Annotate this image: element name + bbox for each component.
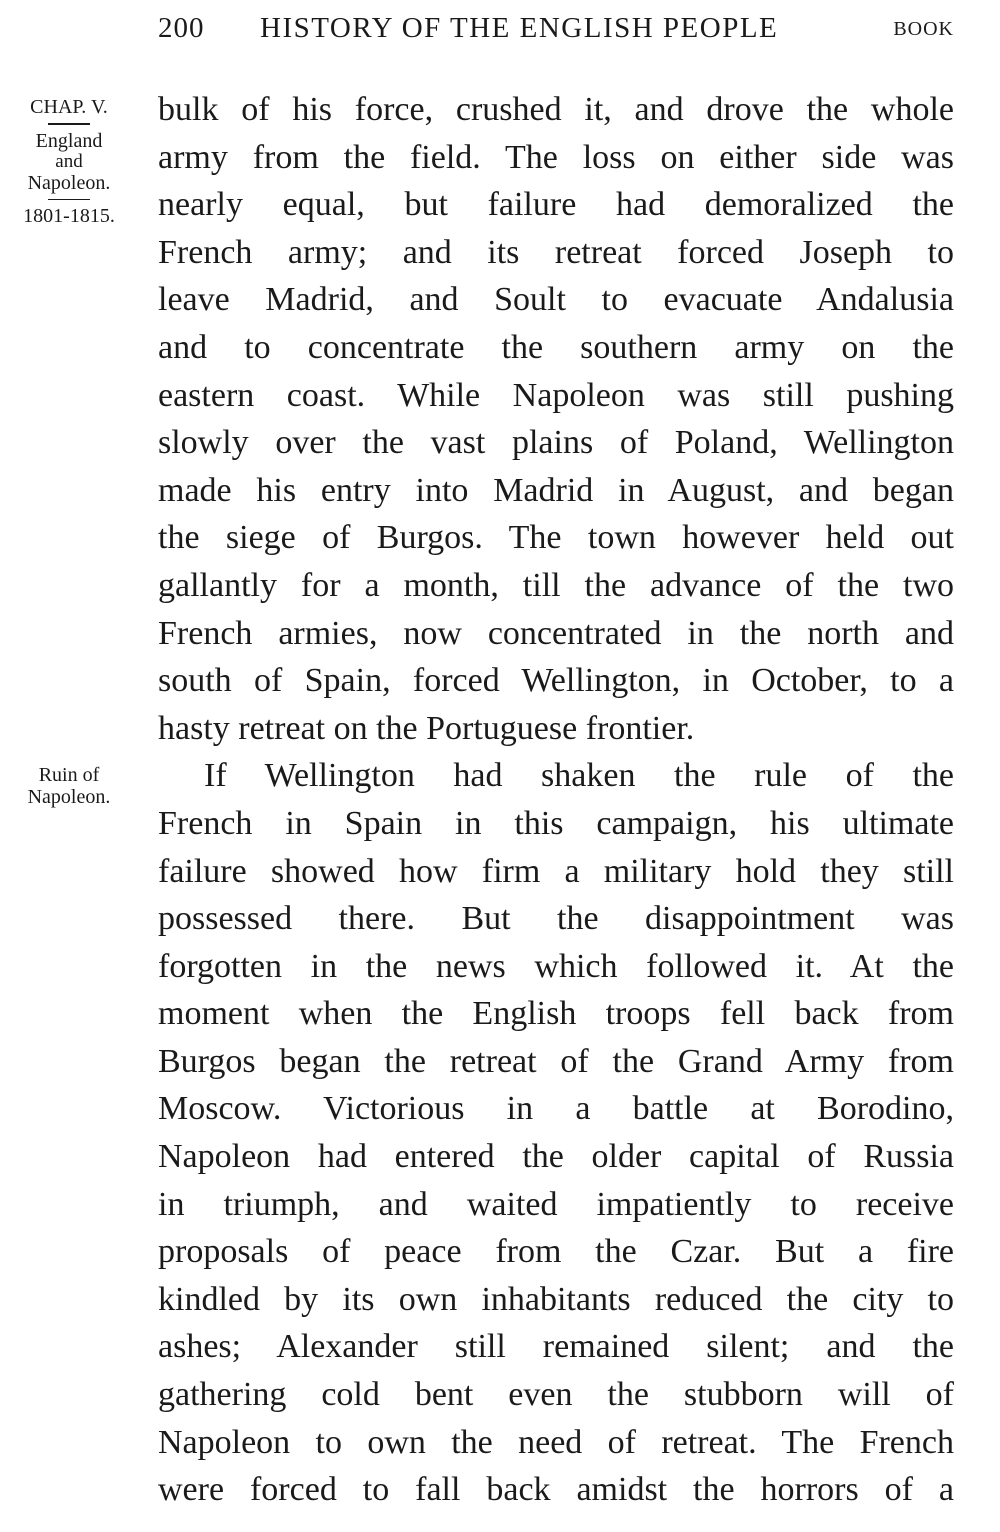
text-line: forgotten in the news which followed it. At the	[158, 947, 954, 985]
text-line: gallantly for a month, till the advance of the two	[158, 566, 954, 604]
section-line-2: Napoleon.	[27, 786, 111, 808]
topic-line-1: England	[35, 129, 103, 152]
date-range: 1801-1815.	[23, 205, 115, 227]
text-line: moment when the English troops fell back from	[158, 995, 954, 1033]
text-line: Napoleon to own the need of retreat. The French	[158, 1423, 954, 1461]
margin-rule	[48, 199, 90, 201]
text-line: Moscow. Victorious in a battle at Borodino,	[158, 1090, 954, 1128]
chapter-label: CHAP. V.	[30, 96, 108, 118]
text-line: bulk of his force, crushed it, and drove the whole	[158, 91, 954, 128]
running-title: HISTORY OF THE ENGLISH PEOPLE	[260, 12, 779, 44]
text-line: Burgos began the retreat of the Grand Army from	[158, 1042, 954, 1080]
paragraph-first-line: If Wellington had shaken the rule of the	[204, 757, 954, 795]
text-line: possessed there. But the disappointment was	[158, 900, 954, 938]
text-line: the siege of Burgos. The town however held out	[158, 519, 954, 557]
margin-rule	[48, 123, 90, 125]
running-book-label: BOOK	[893, 18, 954, 40]
text-line: south of Spain, forced Wellington, in October, to a	[158, 662, 954, 700]
text-line: nearly equal, but failure had demoralized the	[158, 186, 954, 224]
text-line: French armies, now concentrated in the north and	[158, 614, 954, 652]
text-line: made his entry into Madrid in August, and began	[158, 471, 954, 509]
text-line: gathering cold bent even the stubborn will of	[158, 1376, 954, 1414]
text-line: army from the field. The loss on either side was	[158, 138, 954, 176]
text-line: proposals of peace from the Czar. But a fire	[158, 1233, 954, 1271]
paragraph-last-line: hasty retreat on the Portuguese frontier.	[158, 709, 695, 747]
text-line: failure showed how firm a military hold they still	[158, 852, 954, 890]
text-line: French in Spain in this campaign, his ultimate	[158, 804, 954, 842]
running-head	[158, 12, 954, 52]
text-line: ashes; Alexander still remained silent; and the	[158, 1328, 954, 1366]
body-text	[158, 86, 954, 1514]
text-line: slowly over the vast plains of Poland, Wellington	[158, 424, 954, 462]
text-line: were forced to fall back amidst the horrors of a	[158, 1471, 954, 1509]
text-line: eastern coast. While Napoleon was still pushing	[158, 376, 954, 414]
text-line: and to concentrate the southern army on the	[158, 328, 954, 366]
margin-note-chapter	[0, 96, 138, 227]
page-number: 200	[158, 12, 205, 44]
text-line: Napoleon had entered the older capital of Russia	[158, 1138, 954, 1176]
section-line-1: Ruin of	[38, 764, 100, 786]
text-line: leave Madrid, and Soult to evacuate Andalusia	[158, 281, 954, 319]
topic-line-2: and	[55, 150, 83, 172]
text-line: French army; and its retreat forced Joseph to	[158, 233, 954, 271]
text-line: kindled by its own inhabitants reduced the city to	[158, 1280, 954, 1318]
topic-line-3: Napoleon.	[27, 171, 111, 194]
margin-note-section	[0, 764, 138, 808]
text-line: in triumph, and waited impatiently to receive	[158, 1185, 954, 1223]
